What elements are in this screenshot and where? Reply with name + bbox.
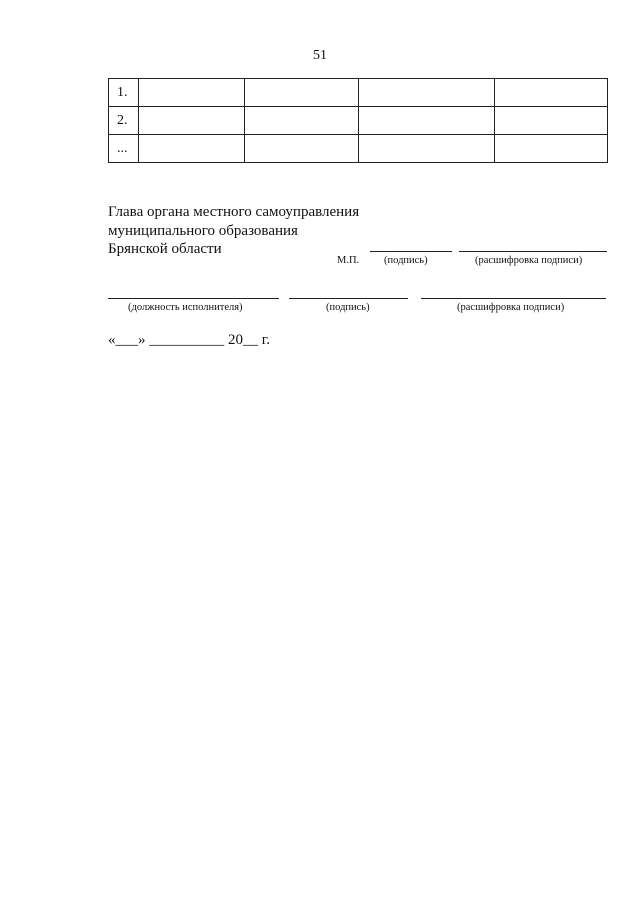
- table-cell: [359, 107, 495, 135]
- signatory-signature-label: (подпись): [384, 255, 428, 266]
- executor-decoding-label: (расшифровка подписи): [457, 302, 565, 313]
- data-table: [108, 78, 608, 163]
- table-cell: [245, 107, 359, 135]
- table-cell: [139, 107, 245, 135]
- row-number: 1.: [109, 79, 139, 107]
- table-cell: [495, 79, 608, 107]
- table-cell: [245, 79, 359, 107]
- signatory-title-line: Брянской области: [108, 241, 222, 257]
- row-number: ...: [109, 135, 139, 163]
- signatory-decoding-label: (расшифровка подписи): [475, 255, 583, 266]
- table-row: [109, 79, 608, 107]
- table-cell: [359, 79, 495, 107]
- executor-position-line: [108, 298, 279, 299]
- signatory-decoding-line: [459, 251, 607, 252]
- row-number: 2.: [109, 107, 139, 135]
- table-cell: [495, 107, 608, 135]
- page-number: 51: [313, 48, 327, 63]
- date-line: «___» __________ 20__ г.: [108, 332, 270, 348]
- table-cell: [495, 135, 608, 163]
- table-cell: [139, 79, 245, 107]
- table-cell: [359, 135, 495, 163]
- executor-position-label: (должность исполнителя): [128, 302, 243, 313]
- table-cell: [139, 135, 245, 163]
- table-row: [109, 135, 608, 163]
- table-cell: [245, 135, 359, 163]
- signatory-title-line: Глава органа местного самоуправления: [108, 204, 360, 220]
- signatory-signature-line: [370, 251, 452, 252]
- stamp-label: М.П.: [337, 255, 360, 266]
- executor-signature-line: [289, 298, 408, 299]
- signatory-title: [108, 203, 359, 259]
- executor-decoding-line: [421, 298, 606, 299]
- table-row: [109, 107, 608, 135]
- executor-signature-label: (подпись): [326, 302, 370, 313]
- signatory-title-line: муниципального образования: [108, 222, 298, 239]
